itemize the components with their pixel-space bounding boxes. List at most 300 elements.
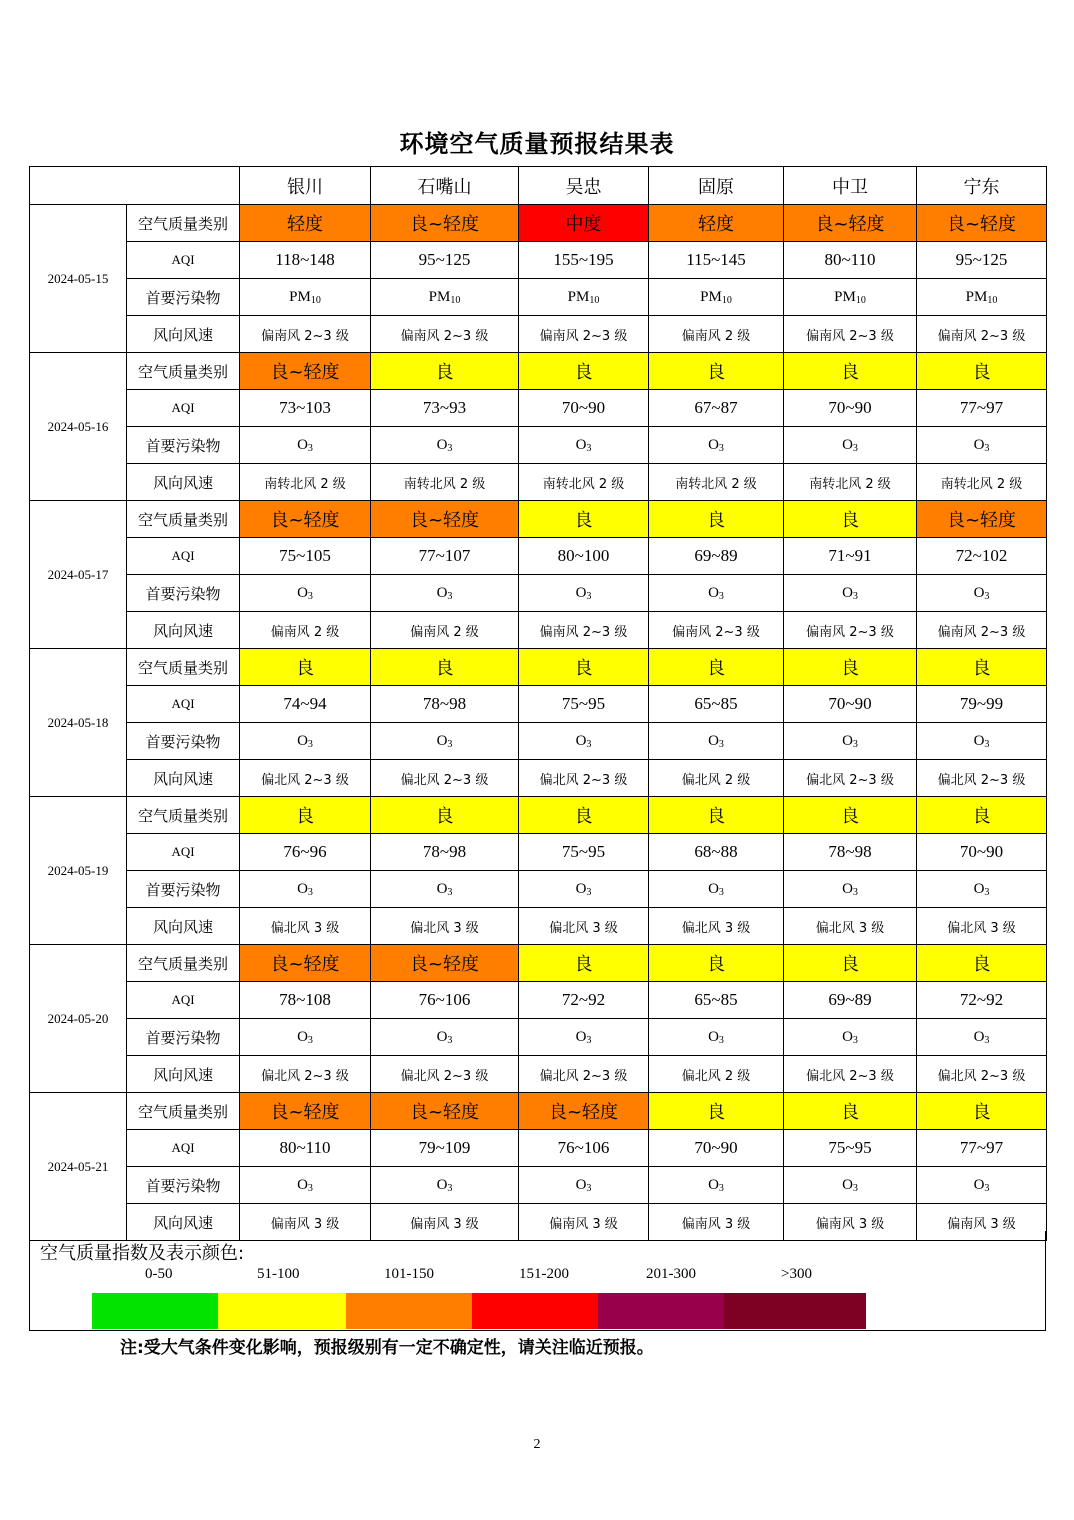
wind-cell: 偏南风 3 级	[519, 1204, 649, 1241]
aqi-range-cell: 72~92	[917, 982, 1047, 1019]
primary-pollutant-cell	[240, 575, 371, 612]
wind-cell: 偏北风 3 级	[917, 908, 1047, 945]
row-label-wind: 风向风速	[127, 1204, 240, 1241]
quality-category-cell: 良	[784, 1093, 917, 1130]
row-label-wind: 风向风速	[127, 316, 240, 353]
legend-range: >300	[781, 1266, 812, 1282]
quality-category-cell: 良	[519, 649, 649, 686]
quality-category-cell: 良	[917, 797, 1047, 834]
row-label-category: 空气质量类别	[127, 205, 240, 242]
forecast-date: 2024-05-17	[30, 501, 127, 649]
legend-range: 201-300	[646, 1266, 696, 1282]
aqi-range-cell: 80~110	[240, 1130, 371, 1167]
legend-range: 51-100	[257, 1266, 300, 1282]
pollutant-name: O	[973, 1028, 985, 1045]
pollutant-name: O	[842, 584, 853, 601]
table-row	[30, 1167, 1047, 1204]
row-label-aqi: AQI	[127, 686, 240, 723]
primary-pollutant-cell	[784, 1167, 917, 1204]
primary-pollutant-cell	[649, 279, 784, 316]
wind-cell: 偏北风 3 级	[371, 908, 519, 945]
pollutant-name: O	[708, 732, 719, 749]
primary-pollutant-cell	[649, 427, 784, 464]
aqi-range-cell: 75~105	[240, 538, 371, 575]
pollutant-name: O	[436, 880, 448, 897]
quality-category-cell: 良	[649, 945, 784, 982]
pollutant-subscript: 3	[307, 738, 313, 750]
pollutant-name: O	[436, 1176, 448, 1193]
pollutant-name: O	[575, 1028, 587, 1045]
quality-category-cell: 良	[371, 353, 519, 390]
quality-category-cell: 良~轻度	[917, 501, 1047, 538]
table-row	[30, 686, 1047, 723]
primary-pollutant-cell	[240, 1019, 371, 1056]
pollutant-name: O	[436, 732, 448, 749]
primary-pollutant-cell	[371, 427, 519, 464]
pollutant-subscript: 3	[852, 1182, 858, 1194]
wind-cell: 偏南风 2~3 级	[784, 316, 917, 353]
quality-category-cell: 良	[784, 353, 917, 390]
wind-cell: 偏北风 2~3 级	[240, 760, 371, 797]
pollutant-subscript: 3	[307, 1034, 313, 1046]
quality-category-cell: 良	[371, 797, 519, 834]
aqi-range-cell: 118~148	[240, 242, 371, 279]
wind-cell: 偏北风 2~3 级	[917, 1056, 1047, 1093]
primary-pollutant-cell	[784, 575, 917, 612]
wind-cell: 偏南风 2~3 级	[519, 316, 649, 353]
pollutant-subscript: 3	[852, 1034, 858, 1046]
pollutant-name: O	[708, 1028, 719, 1045]
quality-category-cell: 良	[917, 649, 1047, 686]
pollutant-name: O	[842, 1176, 853, 1193]
pollutant-subscript: 3	[984, 1034, 990, 1046]
table-row	[30, 316, 1047, 353]
pollutant-name: O	[973, 880, 985, 897]
table-row	[30, 501, 1047, 538]
pollutant-name: O	[842, 880, 853, 897]
wind-cell: 偏南风 3 级	[649, 1204, 784, 1241]
row-label-category: 空气质量类别	[127, 353, 240, 390]
table-row	[30, 205, 1047, 242]
primary-pollutant-cell	[240, 723, 371, 760]
wind-cell: 偏南风 2~3 级	[371, 316, 519, 353]
row-label-category: 空气质量类别	[127, 501, 240, 538]
pollutant-name: O	[436, 584, 448, 601]
header-corner	[30, 167, 240, 205]
primary-pollutant-cell	[917, 1019, 1047, 1056]
forecast-date: 2024-05-15	[30, 205, 127, 353]
wind-cell: 偏南风 2~3 级	[917, 316, 1047, 353]
aqi-range-cell: 95~125	[371, 242, 519, 279]
aqi-range-cell: 75~95	[784, 1130, 917, 1167]
wind-cell: 偏南风 3 级	[240, 1204, 371, 1241]
wind-cell: 偏南风 2~3 级	[240, 316, 371, 353]
pollutant-name: PM	[428, 288, 451, 305]
quality-category-cell: 中度	[519, 205, 649, 242]
pollutant-name: O	[842, 1028, 853, 1045]
pollutant-name: O	[842, 436, 853, 453]
primary-pollutant-cell	[649, 1167, 784, 1204]
row-label-pollutant: 首要污染物	[127, 575, 240, 612]
wind-cell: 偏南风 2 级	[649, 316, 784, 353]
pollutant-subscript: 10	[589, 294, 600, 306]
pollutant-name: PM	[834, 288, 856, 305]
table-row	[30, 390, 1047, 427]
pollutant-name: PM	[567, 288, 590, 305]
aqi-range-cell: 155~195	[519, 242, 649, 279]
wind-cell: 偏南风 2~3 级	[519, 612, 649, 649]
pollutant-subscript: 3	[447, 738, 453, 750]
primary-pollutant-cell	[240, 427, 371, 464]
row-label-category: 空气质量类别	[127, 945, 240, 982]
pollutant-subscript: 3	[586, 738, 592, 750]
quality-category-cell: 良	[371, 649, 519, 686]
primary-pollutant-cell	[371, 723, 519, 760]
table-row	[30, 797, 1047, 834]
quality-category-cell: 良~轻度	[371, 205, 519, 242]
pollutant-name: O	[297, 732, 308, 749]
legend-range: 151-200	[519, 1266, 569, 1282]
legend-swatch-over-300	[724, 1293, 866, 1329]
pollutant-name: O	[575, 436, 587, 453]
table-row	[30, 1093, 1047, 1130]
wind-cell: 偏南风 2 级	[240, 612, 371, 649]
quality-category-cell: 良	[519, 501, 649, 538]
wind-cell: 南转北风 2 级	[784, 464, 917, 501]
legend-swatch-0-50	[92, 1293, 218, 1329]
aqi-range-cell: 70~90	[784, 686, 917, 723]
aqi-range-cell: 78~98	[371, 686, 519, 723]
aqi-range-cell: 78~98	[784, 834, 917, 871]
pollutant-subscript: 10	[721, 294, 732, 306]
pollutant-name: O	[575, 1176, 587, 1193]
pollutant-name: PM	[700, 288, 722, 305]
pollutant-subscript: 3	[718, 738, 724, 750]
city-header: 银川	[240, 167, 371, 205]
table-row	[30, 834, 1047, 871]
quality-category-cell: 良~轻度	[240, 1093, 371, 1130]
primary-pollutant-cell	[519, 575, 649, 612]
forecast-table	[29, 166, 1047, 1241]
aqi-range-cell: 65~85	[649, 982, 784, 1019]
pollutant-subscript: 3	[984, 738, 990, 750]
wind-cell: 南转北风 2 级	[519, 464, 649, 501]
row-label-category: 空气质量类别	[127, 1093, 240, 1130]
quality-category-cell: 良	[917, 945, 1047, 982]
wind-cell: 偏北风 2~3 级	[371, 760, 519, 797]
table-row	[30, 871, 1047, 908]
legend-title: 空气质量指数及表示颜色:	[40, 1243, 245, 1264]
row-label-wind: 风向风速	[127, 908, 240, 945]
pollutant-name: O	[297, 1028, 308, 1045]
quality-category-cell: 良~轻度	[240, 501, 371, 538]
pollutant-subscript: 10	[310, 294, 321, 306]
pollutant-subscript: 3	[586, 886, 592, 898]
quality-category-cell: 良~轻度	[240, 945, 371, 982]
primary-pollutant-cell	[917, 1167, 1047, 1204]
aqi-range-cell: 76~96	[240, 834, 371, 871]
row-label-pollutant: 首要污染物	[127, 427, 240, 464]
quality-category-cell: 良	[649, 501, 784, 538]
pollutant-name: O	[575, 732, 587, 749]
forecast-date: 2024-05-21	[30, 1093, 127, 1241]
primary-pollutant-cell	[519, 1167, 649, 1204]
city-header: 固原	[649, 167, 784, 205]
wind-cell: 南转北风 2 级	[240, 464, 371, 501]
quality-category-cell: 良	[519, 945, 649, 982]
wind-cell: 偏北风 2~3 级	[371, 1056, 519, 1093]
pollutant-subscript: 3	[984, 590, 990, 602]
table-row	[30, 612, 1047, 649]
aqi-range-cell: 74~94	[240, 686, 371, 723]
pollutant-subscript: 3	[718, 442, 724, 454]
quality-category-cell: 良~轻度	[371, 1093, 519, 1130]
quality-category-cell: 良	[784, 797, 917, 834]
aqi-range-cell: 77~97	[917, 1130, 1047, 1167]
aqi-range-cell: 115~145	[649, 242, 784, 279]
pollutant-subscript: 10	[855, 294, 866, 306]
pollutant-name: O	[297, 1176, 308, 1193]
primary-pollutant-cell	[371, 1019, 519, 1056]
primary-pollutant-cell	[917, 427, 1047, 464]
pollutant-subscript: 3	[447, 1182, 453, 1194]
quality-category-cell: 轻度	[240, 205, 371, 242]
quality-category-cell: 轻度	[649, 205, 784, 242]
table-row	[30, 1056, 1047, 1093]
pollutant-subscript: 3	[852, 738, 858, 750]
row-label-aqi: AQI	[127, 390, 240, 427]
aqi-range-cell: 78~98	[371, 834, 519, 871]
legend-range: 0-50	[145, 1266, 173, 1282]
wind-cell: 偏南风 3 级	[784, 1204, 917, 1241]
pollutant-subscript: 3	[586, 590, 592, 602]
wind-cell: 偏北风 3 级	[784, 908, 917, 945]
primary-pollutant-cell	[240, 1167, 371, 1204]
row-label-wind: 风向风速	[127, 1056, 240, 1093]
pollutant-name: O	[436, 436, 448, 453]
aqi-range-cell: 70~90	[917, 834, 1047, 871]
wind-cell: 偏北风 2~3 级	[519, 1056, 649, 1093]
row-label-pollutant: 首要污染物	[127, 279, 240, 316]
pollutant-subscript: 3	[307, 590, 313, 602]
page-number: 2	[533, 1437, 541, 1452]
legend-range: 101-150	[384, 1266, 434, 1282]
pollutant-name: O	[575, 584, 587, 601]
wind-cell: 偏南风 2~3 级	[917, 612, 1047, 649]
primary-pollutant-cell	[371, 871, 519, 908]
wind-cell: 偏南风 2~3 级	[649, 612, 784, 649]
aqi-range-cell: 80~110	[784, 242, 917, 279]
pollutant-subscript: 3	[718, 1182, 724, 1194]
row-label-pollutant: 首要污染物	[127, 871, 240, 908]
table-row	[30, 353, 1047, 390]
quality-category-cell: 良	[784, 649, 917, 686]
legend-swatch-51-100	[218, 1293, 346, 1329]
aqi-range-cell: 75~95	[519, 686, 649, 723]
wind-cell: 偏南风 2 级	[371, 612, 519, 649]
aqi-range-cell: 67~87	[649, 390, 784, 427]
primary-pollutant-cell	[784, 723, 917, 760]
primary-pollutant-cell	[519, 427, 649, 464]
pollutant-name: O	[973, 436, 985, 453]
wind-cell: 南转北风 2 级	[649, 464, 784, 501]
aqi-range-cell: 75~95	[519, 834, 649, 871]
forecast-date: 2024-05-20	[30, 945, 127, 1093]
pollutant-subscript: 3	[718, 886, 724, 898]
pollutant-subscript: 3	[586, 1182, 592, 1194]
pollutant-subscript: 3	[447, 1034, 453, 1046]
aqi-range-cell: 70~90	[784, 390, 917, 427]
wind-cell: 偏北风 3 级	[240, 908, 371, 945]
pollutant-subscript: 3	[447, 886, 453, 898]
pollutant-subscript: 10	[987, 294, 998, 306]
row-label-category: 空气质量类别	[127, 649, 240, 686]
row-label-aqi: AQI	[127, 834, 240, 871]
table-row	[30, 723, 1047, 760]
primary-pollutant-cell	[784, 279, 917, 316]
forecast-date: 2024-05-16	[30, 353, 127, 501]
aqi-range-cell: 69~89	[649, 538, 784, 575]
primary-pollutant-cell	[519, 723, 649, 760]
pollutant-name: O	[436, 1028, 448, 1045]
wind-cell: 偏北风 2 级	[649, 760, 784, 797]
row-label-aqi: AQI	[127, 242, 240, 279]
row-label-pollutant: 首要污染物	[127, 723, 240, 760]
row-label-wind: 风向风速	[127, 464, 240, 501]
pollutant-subscript: 3	[307, 1182, 313, 1194]
primary-pollutant-cell	[784, 1019, 917, 1056]
wind-cell: 偏北风 2~3 级	[519, 760, 649, 797]
city-header: 宁东	[917, 167, 1047, 205]
pollutant-subscript: 3	[852, 442, 858, 454]
pollutant-name: O	[708, 584, 719, 601]
pollutant-subscript: 3	[852, 590, 858, 602]
pollutant-subscript: 3	[586, 1034, 592, 1046]
wind-cell: 偏北风 2~3 级	[240, 1056, 371, 1093]
aqi-range-cell: 65~85	[649, 686, 784, 723]
table-row	[30, 945, 1047, 982]
aqi-range-cell: 69~89	[784, 982, 917, 1019]
pollutant-subscript: 3	[307, 886, 313, 898]
primary-pollutant-cell	[240, 279, 371, 316]
pollutant-name: O	[297, 436, 308, 453]
pollutant-name: O	[575, 880, 587, 897]
table-row	[30, 1019, 1047, 1056]
row-label-pollutant: 首要污染物	[127, 1167, 240, 1204]
pollutant-subscript: 3	[586, 442, 592, 454]
primary-pollutant-cell	[917, 279, 1047, 316]
primary-pollutant-cell	[371, 279, 519, 316]
pollutant-name: O	[973, 1176, 985, 1193]
aqi-range-cell: 72~92	[519, 982, 649, 1019]
quality-category-cell: 良	[917, 353, 1047, 390]
forecast-date: 2024-05-19	[30, 797, 127, 945]
pollutant-name: O	[973, 732, 985, 749]
table-row	[30, 1130, 1047, 1167]
table-row	[30, 464, 1047, 501]
aqi-range-cell: 70~90	[649, 1130, 784, 1167]
quality-category-cell: 良	[649, 797, 784, 834]
pollutant-name: O	[708, 436, 719, 453]
table-row	[30, 242, 1047, 279]
pollutant-subscript: 3	[447, 590, 453, 602]
quality-category-cell: 良~轻度	[240, 353, 371, 390]
quality-category-cell: 良~轻度	[371, 945, 519, 982]
quality-category-cell: 良	[917, 1093, 1047, 1130]
primary-pollutant-cell	[519, 871, 649, 908]
aqi-range-cell: 72~102	[917, 538, 1047, 575]
aqi-range-cell: 68~88	[649, 834, 784, 871]
legend-swatch-101-150	[346, 1293, 472, 1329]
pollutant-subscript: 3	[307, 442, 313, 454]
quality-category-cell: 良~轻度	[917, 205, 1047, 242]
aqi-legend	[29, 1231, 1046, 1331]
pollutant-name: O	[297, 880, 308, 897]
legend-swatch-151-200	[472, 1293, 598, 1329]
pollutant-subscript: 10	[450, 294, 461, 306]
aqi-range-cell: 80~100	[519, 538, 649, 575]
wind-cell: 偏北风 3 级	[649, 908, 784, 945]
primary-pollutant-cell	[649, 723, 784, 760]
aqi-range-cell: 70~90	[519, 390, 649, 427]
table-row	[30, 760, 1047, 797]
page-title: 环境空气质量预报结果表	[399, 130, 675, 158]
aqi-range-cell: 71~91	[784, 538, 917, 575]
pollutant-subscript: 3	[984, 442, 990, 454]
primary-pollutant-cell	[917, 575, 1047, 612]
pollutant-subscript: 3	[984, 886, 990, 898]
primary-pollutant-cell	[784, 871, 917, 908]
table-row	[30, 908, 1047, 945]
quality-category-cell: 良	[240, 649, 371, 686]
wind-cell: 偏南风 3 级	[917, 1204, 1047, 1241]
aqi-range-cell: 95~125	[917, 242, 1047, 279]
pollutant-subscript: 3	[852, 886, 858, 898]
primary-pollutant-cell	[371, 575, 519, 612]
primary-pollutant-cell	[649, 871, 784, 908]
pollutant-name: O	[708, 880, 719, 897]
quality-category-cell: 良	[519, 797, 649, 834]
pollutant-subscript: 3	[718, 1034, 724, 1046]
aqi-range-cell: 73~93	[371, 390, 519, 427]
quality-category-cell: 良~轻度	[784, 205, 917, 242]
row-label-pollutant: 首要污染物	[127, 1019, 240, 1056]
forecast-date: 2024-05-18	[30, 649, 127, 797]
primary-pollutant-cell	[649, 1019, 784, 1056]
aqi-range-cell: 77~107	[371, 538, 519, 575]
pollutant-name: O	[973, 584, 985, 601]
table-row	[30, 279, 1047, 316]
wind-cell: 南转北风 2 级	[917, 464, 1047, 501]
aqi-range-cell: 76~106	[519, 1130, 649, 1167]
wind-cell: 偏北风 2~3 级	[917, 760, 1047, 797]
primary-pollutant-cell	[371, 1167, 519, 1204]
aqi-range-cell: 76~106	[371, 982, 519, 1019]
pollutant-subscript: 3	[984, 1182, 990, 1194]
primary-pollutant-cell	[917, 723, 1047, 760]
primary-pollutant-cell	[240, 871, 371, 908]
wind-cell: 偏北风 3 级	[519, 908, 649, 945]
quality-category-cell: 良~轻度	[519, 1093, 649, 1130]
wind-cell: 南转北风 2 级	[371, 464, 519, 501]
aqi-range-cell: 73~103	[240, 390, 371, 427]
quality-category-cell: 良	[649, 353, 784, 390]
primary-pollutant-cell	[519, 1019, 649, 1056]
row-label-wind: 风向风速	[127, 760, 240, 797]
pollutant-name: O	[297, 584, 308, 601]
row-label-aqi: AQI	[127, 1130, 240, 1167]
quality-category-cell: 良	[784, 501, 917, 538]
